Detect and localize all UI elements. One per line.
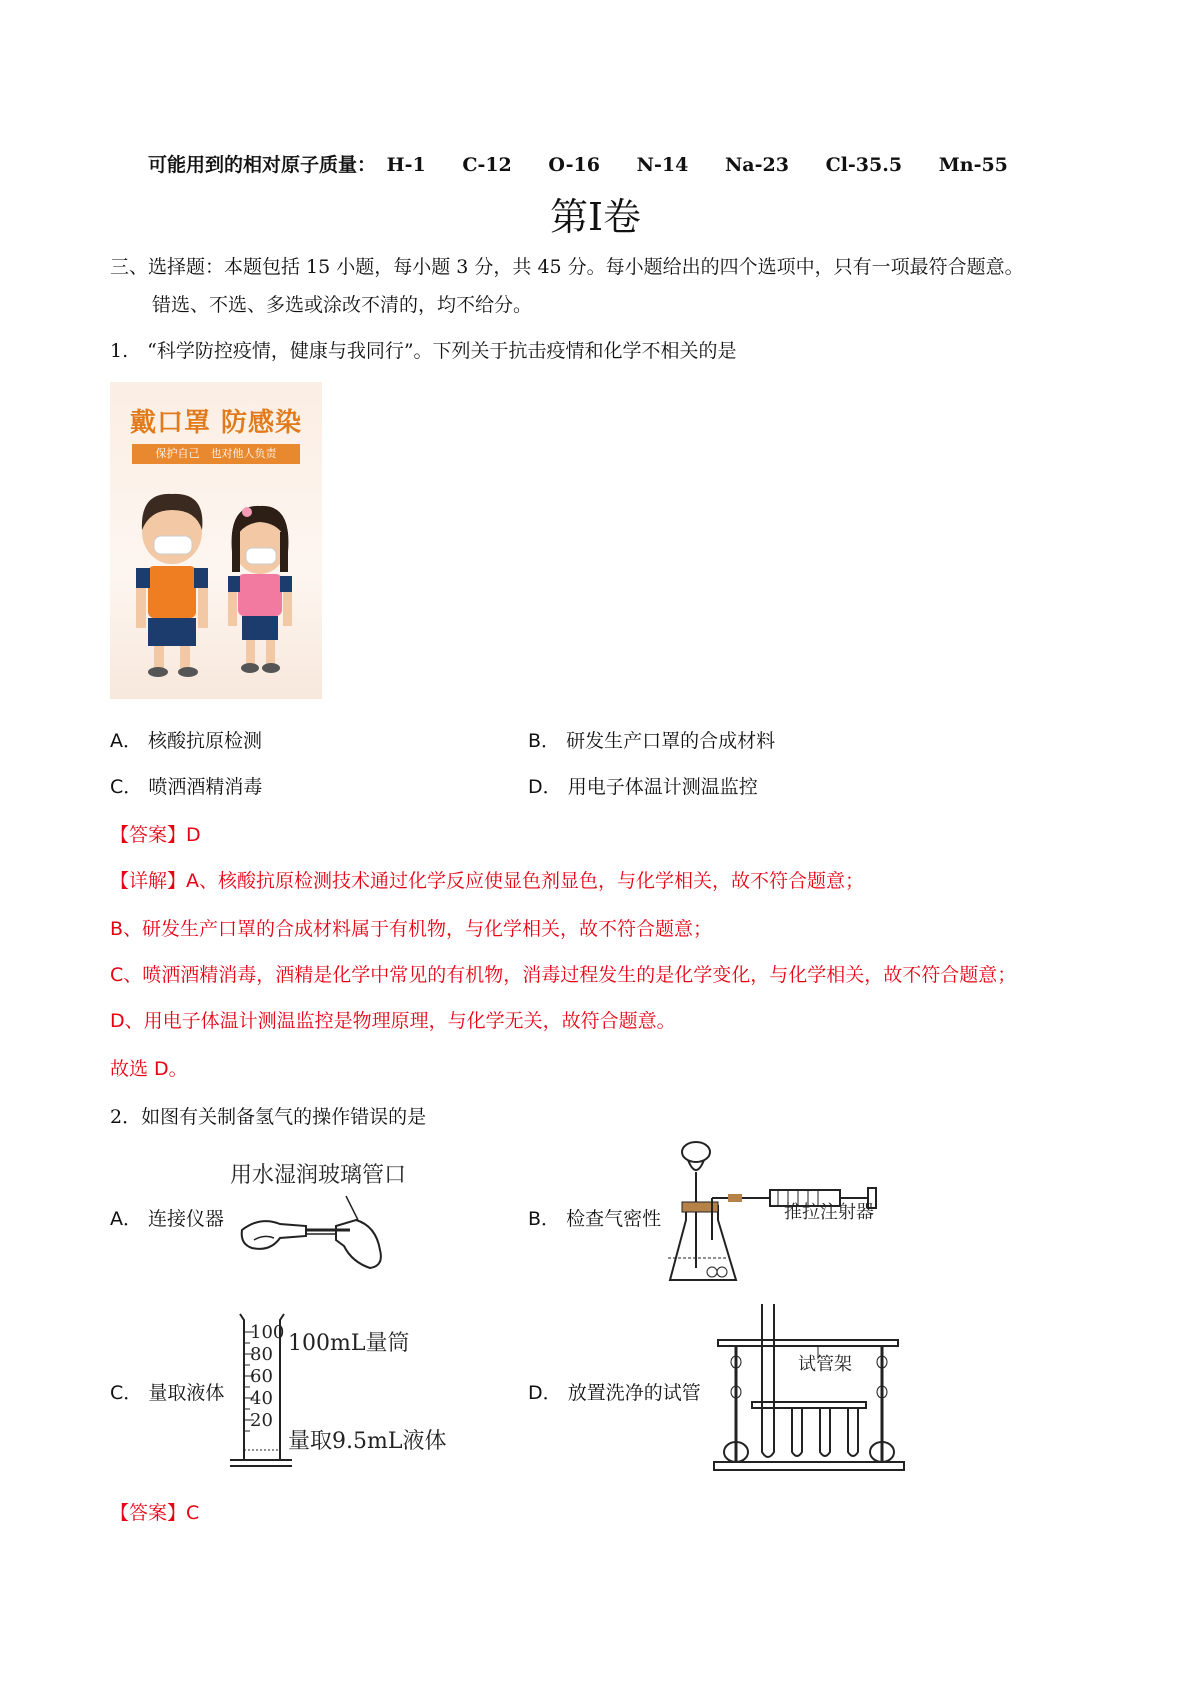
q2-a-figure-label: 用水湿润玻璃管口 bbox=[230, 1163, 407, 1188]
atomic-mass-n: N-14 bbox=[636, 154, 689, 176]
atomic-mass-line bbox=[148, 150, 1038, 177]
q2-b-figure-label: 推拉注射器 bbox=[784, 1202, 874, 1223]
volume-title: 第I卷 bbox=[549, 195, 641, 239]
q1-option-a-text: 核酸抗原检测 bbox=[148, 730, 263, 752]
mask-poster-image bbox=[110, 382, 322, 699]
section-instructions-line1: 三、选择题：本题包括 15 小题，每小题 3 分，共 45 分。每小题给出的四个选项中，只有一项最符合题意。 bbox=[110, 256, 1024, 278]
q2-option-a bbox=[110, 1204, 224, 1231]
atomic-mass-mn: Mn-55 bbox=[938, 154, 1008, 176]
cylinder-scale bbox=[250, 1322, 284, 1432]
test-tube-rack-figure bbox=[712, 1302, 908, 1472]
q2-answer-tag: 【答案】 bbox=[110, 1502, 187, 1524]
cylinder-scale-40: 40 bbox=[250, 1388, 273, 1409]
q1-explain-line-d: D、用电子体温计测温监控是物理原理，与化学无关，故符合题意。 bbox=[110, 1010, 676, 1032]
q1-option-b-letter: B． bbox=[528, 730, 561, 752]
q1-answer bbox=[110, 820, 201, 847]
q1-explain-line-b: B、研发生产口罩的合成材料属于有机物，与化学相关，故不符合题意； bbox=[110, 918, 713, 940]
q2-option-c bbox=[110, 1378, 224, 1405]
q2-d-figure-label: 试管架 bbox=[798, 1354, 852, 1375]
q1-option-d-letter: D． bbox=[528, 776, 562, 798]
q2-stem-text: 2．如图有关制备氢气的操作错误的是 bbox=[110, 1106, 427, 1128]
q2-option-b-letter: B． bbox=[528, 1208, 561, 1230]
q1-option-d-text: 用电子体温计测温监控 bbox=[567, 776, 758, 798]
q1-option-a-letter: A． bbox=[110, 730, 142, 752]
atomic-mass-h: H-1 bbox=[386, 154, 426, 176]
cylinder-scale-20: 20 bbox=[250, 1410, 273, 1431]
q1-option-c-text: 喷洒酒精消毒 bbox=[148, 776, 263, 798]
q1-answer-value: D bbox=[186, 824, 201, 846]
q2-option-d-text: 放置洗净的试管 bbox=[567, 1382, 701, 1404]
q2-option-b bbox=[528, 1204, 661, 1231]
q1-option-a bbox=[110, 726, 262, 753]
q2-option-a-letter: A． bbox=[110, 1208, 142, 1230]
poster-title: 戴口罩 防感染 bbox=[129, 408, 303, 438]
atomic-mass-label: 可能用到的相对原子质量： bbox=[148, 154, 377, 176]
cylinder-scale-80: 80 bbox=[250, 1344, 273, 1365]
q1-option-b bbox=[528, 726, 775, 753]
q1-explain-line-a: A、核酸抗原检测技术通过化学反应使显色剂显色，与化学相关，故不符合题意； bbox=[186, 870, 865, 892]
q1-option-d bbox=[528, 772, 758, 799]
q1-conclusion: 故选 D。 bbox=[110, 1058, 188, 1080]
q2-answer-value: C bbox=[186, 1502, 200, 1524]
section-instructions-line2: 错选、不选、多选或涂改不清的，均不给分。 bbox=[152, 294, 533, 316]
q2-option-a-text: 连接仪器 bbox=[148, 1208, 225, 1230]
q2-answer bbox=[110, 1498, 199, 1525]
q1-answer-tag: 【答案】 bbox=[110, 824, 187, 846]
connecting-glass-tube-figure bbox=[240, 1190, 390, 1270]
poster-subtitle: 保护自己 也对他人负责 bbox=[132, 444, 300, 464]
q1-option-b-text: 研发生产口罩的合成材料 bbox=[566, 730, 776, 752]
q2-option-d bbox=[528, 1378, 701, 1405]
q2-option-d-letter: D． bbox=[528, 1382, 562, 1404]
cylinder-scale-100: 100 bbox=[250, 1322, 285, 1343]
q1-option-c bbox=[110, 772, 262, 799]
q2-c-figure-label-1: 100mL量筒 bbox=[288, 1331, 410, 1356]
atomic-mass-na: Na-23 bbox=[724, 154, 789, 176]
cylinder-scale-60: 60 bbox=[250, 1366, 273, 1387]
q1-stem: 1. “科学防控疫情，健康与我同行”。下列关于抗击疫情和化学不相关的是 bbox=[110, 340, 737, 362]
atomic-mass-cl: Cl-35.5 bbox=[825, 154, 903, 176]
q2-option-b-text: 检查气密性 bbox=[566, 1208, 662, 1230]
atomic-mass-c: C-12 bbox=[462, 154, 512, 176]
q2-option-c-letter: C． bbox=[110, 1382, 143, 1404]
atomic-mass-o: O-16 bbox=[548, 154, 600, 176]
q2-c-figure-label-2: 量取9.5mL液体 bbox=[288, 1429, 447, 1454]
q1-explain-tag: 【详解】 bbox=[110, 870, 187, 892]
q2-stem bbox=[110, 1102, 426, 1129]
q2-option-c-text: 量取液体 bbox=[148, 1382, 225, 1404]
q1-option-c-letter: C． bbox=[110, 776, 143, 798]
q1-explain-line-c: C、喷洒酒精消毒，酒精是化学中常见的有机物，消毒过程发生的是化学变化，与化学相关，故不符合题意； bbox=[110, 964, 1017, 986]
children-with-masks-illustration bbox=[110, 382, 322, 699]
q1-explain-a bbox=[110, 866, 864, 893]
